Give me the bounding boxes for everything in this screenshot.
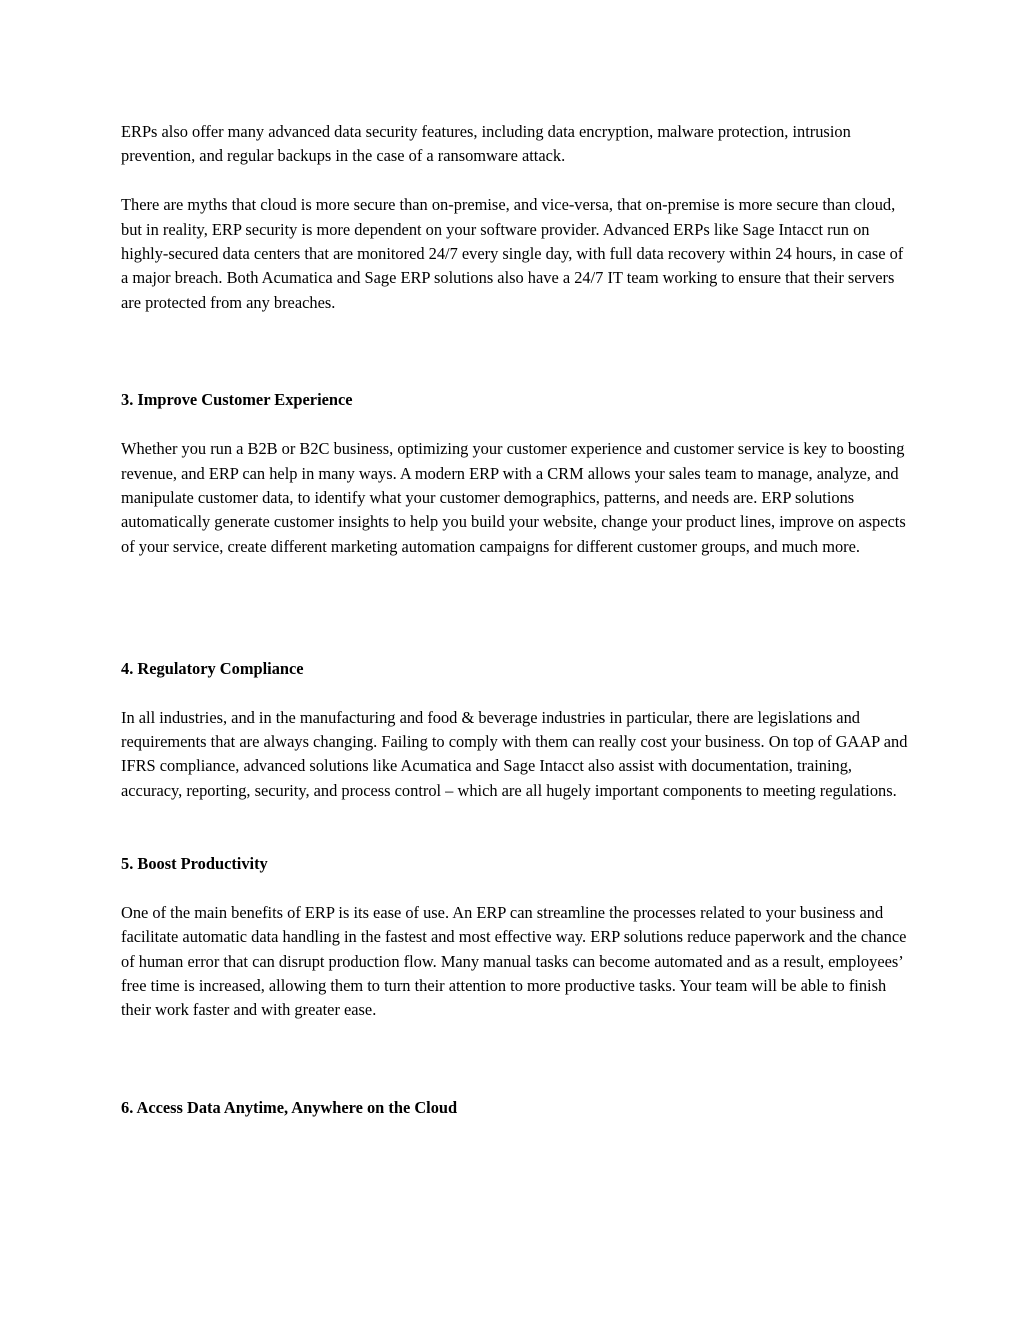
heading-boost-productivity: 5. Boost Productivity <box>121 854 268 874</box>
heading-improve-customer-experience: 3. Improve Customer Experience <box>121 390 353 410</box>
paragraph-data-security: ERPs also offer many advanced data security features, including data encryption, malware protection, intrusion prevention, and regular backups in the case of a ransomware attack. <box>121 122 851 166</box>
paragraph-boost-productivity: One of the main benefits of ERP is its ease of use. An ERP can streamline the processes related to your business and facilitate automatic data handling in the fastest and most effective way. ERP solutions reduce paperwork and the chance of human error that can disrupt production flow. Many manual tasks can become automated and as a result, employees’ free time is increased, allowing them to turn their attention to more productive tasks. Your team will be able to finish their work faster and with greater ease. <box>121 902 907 1020</box>
heading-regulatory-compliance: 4. Regulatory Compliance <box>121 658 304 678</box>
heading-access-data-cloud: 6. Access Data Anytime, Anywhere on the Cloud <box>121 1098 458 1118</box>
paragraph-regulatory-compliance: In all industries, and in the manufacturing and food & beverage industries in particular, there are legislations and requirements that are always changing. Failing to comply with them can really cost your business. On top of GAAP and IFRS compliance, advanced solutions like Acumatica and Sage Intacct also assist with documentation, training, accuracy, reporting, security, and process control – which are all hugely important components to meeting regulations. <box>121 707 908 800</box>
paragraph-cloud-myths: There are myths that cloud is more secure than on-premise, and vice-versa, that on-premise is more secure than cloud, but in reality, ERP security is more dependent on your software provider. Advanced ERPs like Sage Intacct run on highly-secured data centers that are monitored 24/7 every single day, with full data recovery within 24 hours, in case of a major breach. Both Acumatica and Sage ERP solutions also have a 24/7 IT team working to ensure that their servers are protected from any breaches. <box>121 195 904 312</box>
document-body <box>121 120 911 1120</box>
paragraph-customer-experience: Whether you run a B2B or B2C business, optimizing your customer experience and customer service is key to boosting revenue, and ERP can help in many ways. A modern ERP with a CRM allows your sales team to manage, analyze, and manipulate customer data, to identify what your customer demographics, patterns, and needs are. ERP solutions automatically generate customer insights to help you build your website, change your product lines, improve on aspects of your service, create different marketing automation campaigns for different customer groups, and much more. <box>121 439 906 556</box>
